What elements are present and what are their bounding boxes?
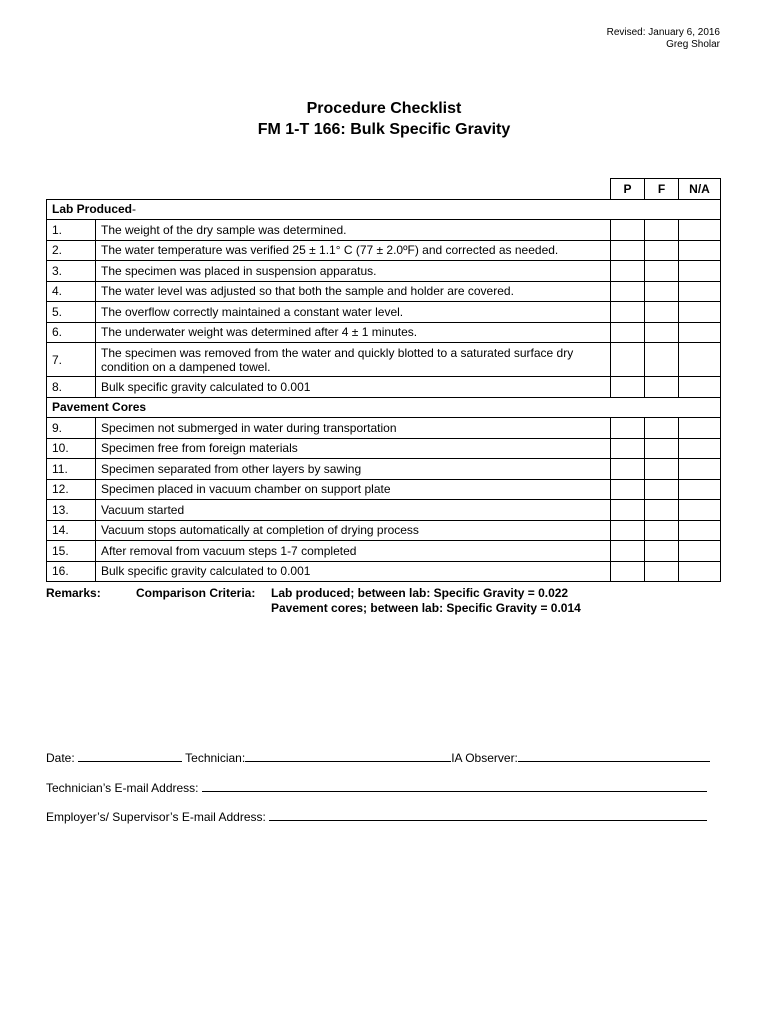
step-number: 11.: [47, 459, 96, 480]
criteria-lab-produced: Lab produced; between lab: Specific Gravity = 0.022: [271, 586, 569, 600]
column-header-fail: F: [645, 179, 679, 200]
checkbox-fail[interactable]: [645, 261, 679, 282]
step-number: 14.: [47, 520, 96, 541]
checkbox-pass[interactable]: [611, 220, 645, 241]
checkbox-fail[interactable]: [645, 561, 679, 582]
signature-row: [46, 748, 710, 765]
checkbox-pass[interactable]: [611, 520, 645, 541]
table-row: [47, 343, 721, 377]
step-number: 7.: [47, 343, 96, 377]
checkbox-na[interactable]: [679, 459, 721, 480]
step-text: The underwater weight was determined after 4 ± 1 minutes.: [96, 322, 611, 343]
checkbox-fail[interactable]: [645, 418, 679, 439]
table-row: [47, 322, 721, 343]
checkbox-na[interactable]: [679, 418, 721, 439]
table-row: [47, 240, 721, 261]
step-number: 16.: [47, 561, 96, 582]
checkbox-na[interactable]: [679, 322, 721, 343]
checkbox-fail[interactable]: [645, 343, 679, 377]
checkbox-fail[interactable]: [645, 520, 679, 541]
section-label: Pavement Cores: [52, 400, 147, 415]
date-label: Date:: [46, 751, 75, 765]
checkbox-fail[interactable]: [645, 500, 679, 521]
checkbox-na[interactable]: [679, 302, 721, 323]
step-number: 10.: [47, 438, 96, 459]
step-text: Specimen placed in vacuum chamber on support plate: [96, 479, 611, 500]
checkbox-na[interactable]: [679, 561, 721, 582]
checkbox-pass[interactable]: [611, 240, 645, 261]
step-number: 9.: [47, 418, 96, 439]
section-row: [47, 199, 721, 220]
checkbox-na[interactable]: [679, 281, 721, 302]
revised-date: Revised: January 6, 2016: [606, 27, 720, 38]
step-text: Vacuum started: [96, 500, 611, 521]
step-number: 2.: [47, 240, 96, 261]
checkbox-fail[interactable]: [645, 438, 679, 459]
step-text: Bulk specific gravity calculated to 0.001: [96, 561, 611, 582]
table-row: [47, 561, 721, 582]
step-number: 4.: [47, 281, 96, 302]
table-row: [47, 377, 721, 398]
checkbox-fail[interactable]: [645, 479, 679, 500]
checkbox-pass[interactable]: [611, 479, 645, 500]
section-row: [47, 397, 721, 418]
revision-note: [607, 27, 720, 51]
checkbox-fail[interactable]: [645, 377, 679, 398]
checklist-table: [46, 178, 721, 582]
checkbox-na[interactable]: [679, 343, 721, 377]
step-number: 1.: [47, 220, 96, 241]
step-text: Vacuum stops automatically at completion of drying process: [96, 520, 611, 541]
table-row: [47, 459, 721, 480]
employer-email-label: Employer’s/ Supervisor’s E-mail Address:: [46, 810, 266, 824]
column-header-pass: P: [611, 179, 645, 200]
checkbox-na[interactable]: [679, 220, 721, 241]
step-text: Specimen separated from other layers by sawing: [96, 459, 611, 480]
table-row: [47, 281, 721, 302]
technician-email-row: [46, 778, 707, 795]
step-text: The weight of the dry sample was determined.: [96, 220, 611, 241]
comparison-criteria-label: Comparison Criteria:: [136, 586, 256, 600]
table-row: [47, 520, 721, 541]
title-line-2: FM 1-T 166: Bulk Specific Gravity: [257, 121, 511, 138]
step-number: 3.: [47, 261, 96, 282]
title-line-1: Procedure Checklist: [306, 100, 462, 117]
observer-label: IA Observer:: [451, 751, 518, 765]
checkbox-pass[interactable]: [611, 322, 645, 343]
checkbox-pass[interactable]: [611, 500, 645, 521]
section-label: Lab Produced: [52, 202, 133, 217]
checkbox-na[interactable]: [679, 520, 721, 541]
checkbox-fail[interactable]: [645, 459, 679, 480]
step-number: 13.: [47, 500, 96, 521]
step-number: 5.: [47, 302, 96, 323]
checkbox-pass[interactable]: [611, 261, 645, 282]
step-text: The specimen was removed from the water and quickly blotted to a saturated surface dry condition on a dampened towel.: [96, 343, 611, 377]
checkbox-fail[interactable]: [645, 281, 679, 302]
checkbox-pass[interactable]: [611, 343, 645, 377]
employer-email-row: [46, 807, 707, 824]
checkbox-pass[interactable]: [611, 438, 645, 459]
checkbox-fail[interactable]: [645, 322, 679, 343]
section-title: [47, 199, 721, 220]
checkbox-na[interactable]: [679, 377, 721, 398]
checkbox-na[interactable]: [679, 500, 721, 521]
technician-field[interactable]: [245, 748, 451, 762]
checkbox-na[interactable]: [679, 261, 721, 282]
remarks-label: Remarks:: [46, 586, 101, 600]
step-text: The overflow correctly maintained a constant water level.: [96, 302, 611, 323]
checkbox-na[interactable]: [679, 541, 721, 562]
step-number: 12.: [47, 479, 96, 500]
checkbox-pass[interactable]: [611, 377, 645, 398]
step-text: The water temperature was verified 25 ± 1.1° C (77 ± 2.0ºF) and corrected as needed.: [96, 240, 611, 261]
table-row: [47, 500, 721, 521]
technician-label: Technician:: [185, 751, 246, 765]
checkbox-na[interactable]: [679, 240, 721, 261]
step-text: After removal from vacuum steps 1-7 completed: [96, 541, 611, 562]
checkbox-pass[interactable]: [611, 302, 645, 323]
section-suffix: -: [132, 202, 137, 217]
checkbox-fail[interactable]: [645, 220, 679, 241]
observer-field[interactable]: [518, 748, 710, 762]
table-row: [47, 220, 721, 241]
table-row: [47, 541, 721, 562]
checkbox-na[interactable]: [679, 479, 721, 500]
step-number: 8.: [47, 377, 96, 398]
checkbox-pass[interactable]: [611, 561, 645, 582]
step-text: The water level was adjusted so that both the sample and holder are covered.: [96, 281, 611, 302]
revised-author: Greg Sholar: [666, 39, 720, 50]
table-row: [47, 418, 721, 439]
date-field[interactable]: [78, 748, 182, 762]
section-title: [47, 397, 721, 418]
table-header-row: [47, 179, 721, 200]
checkbox-pass[interactable]: [611, 281, 645, 302]
checkbox-pass[interactable]: [611, 459, 645, 480]
checkbox-na[interactable]: [679, 438, 721, 459]
table-row: [47, 302, 721, 323]
step-text: Bulk specific gravity calculated to 0.001: [96, 377, 611, 398]
checkbox-fail[interactable]: [645, 240, 679, 261]
step-text: Specimen not submerged in water during transportation: [96, 418, 611, 439]
page-title: [0, 98, 768, 140]
column-header-na: N/A: [679, 179, 721, 200]
step-number: 15.: [47, 541, 96, 562]
technician-email-label: Technician’s E-mail Address:: [46, 781, 199, 795]
checkbox-pass[interactable]: [611, 541, 645, 562]
checkbox-fail[interactable]: [645, 302, 679, 323]
table-row: [47, 479, 721, 500]
step-number: 6.: [47, 322, 96, 343]
table-row: [47, 438, 721, 459]
step-text: Specimen free from foreign materials: [96, 438, 611, 459]
employer-email-field[interactable]: [269, 807, 707, 821]
technician-email-field[interactable]: [202, 778, 707, 792]
checkbox-fail[interactable]: [645, 541, 679, 562]
table-row: [47, 261, 721, 282]
step-text: The specimen was placed in suspension apparatus.: [96, 261, 611, 282]
checkbox-pass[interactable]: [611, 418, 645, 439]
criteria-pavement-cores: Pavement cores; between lab: Specific Gravity = 0.014: [271, 601, 581, 615]
